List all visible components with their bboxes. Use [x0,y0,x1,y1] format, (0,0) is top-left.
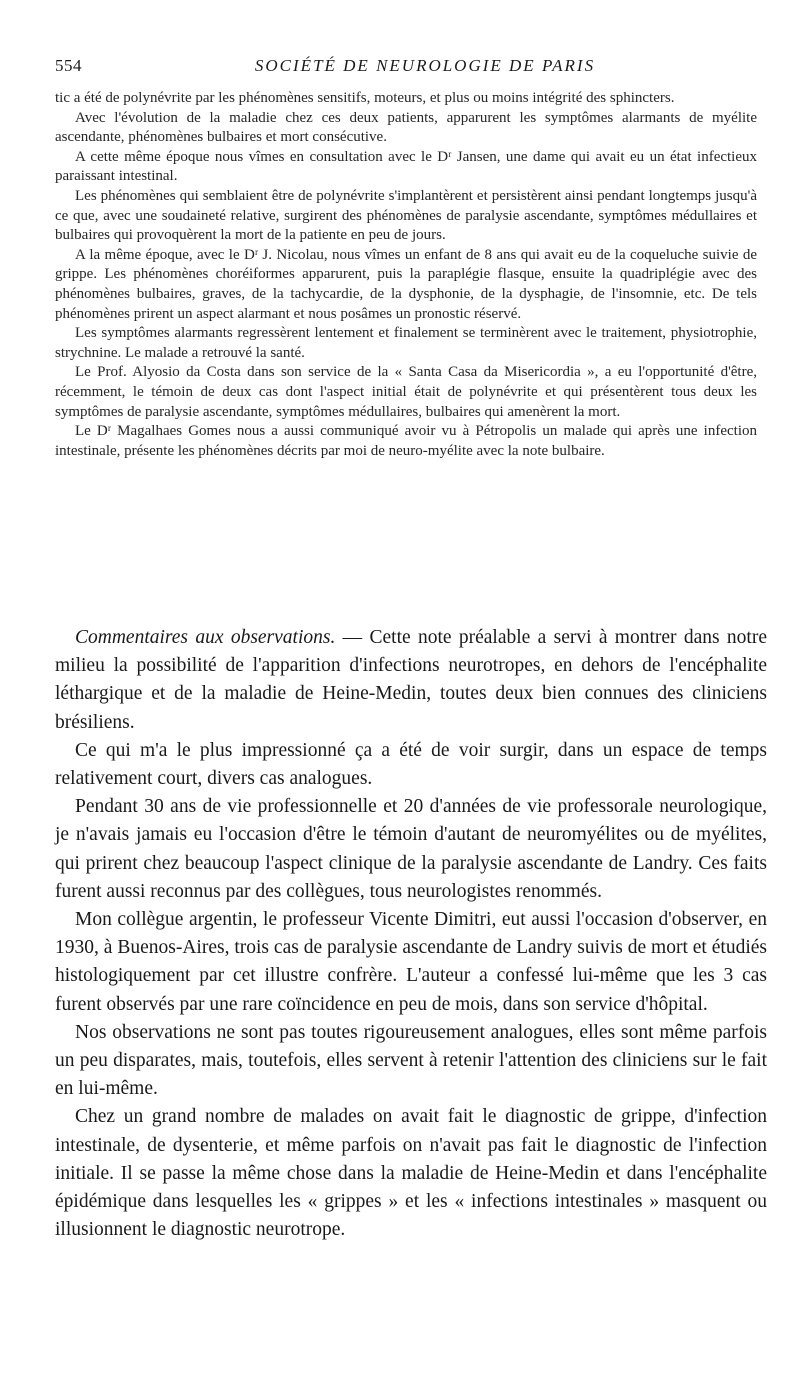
paragraph: Pendant 30 ans de vie professionnelle et 20 d'années de vie professorale neurologique, je n'avais jamais eu l'occasion d'être le témoin d'autant de neuromyélites ou de myélites, qui prirent chez beaucoup l'aspect clinique de la paralysie ascendante de Landry. Ces faits furent aussi reconnus par des collègues, tous neurologistes renommés. [55,796,767,902]
paragraph: tic a été de polynévrite par les phénomènes sensitifs, moteurs, et plus ou moins intégrité des sphincters. [55,90,675,106]
section-heading: Commentaires aux observations. [75,627,336,648]
commentary-text [55,624,767,1244]
paragraph: Les phénomènes qui semblaient être de polynévrite s'implantèrent et persistèrent ainsi pendant longtemps jusqu'à ce que, avec une soudaineté relative, surgirent des phénomènes de paralysie ascendante, symptômes médullaires et bulbaires qui provoquèrent la mort de la patiente en peu de jours. [55,187,757,244]
paragraph: Avec l'évolution de la maladie chez ces deux patients, apparurent les symptômes alarmants de myélite ascendante, phénomènes bulbaires et mort consécutive. [55,109,757,146]
paragraph: Mon collègue argentin, le professeur Vicente Dimitri, eut aussi l'occasion d'observer, en 1930, à Buenos-Aires, trois cas de paralysie ascendante de Landry suivis de mort et étudiés histologiquement par cet illustre confrère. L'auteur a confessé lui-même que les 3 cas furent observés par une rare coïncidence en peu de mois, dans son service d'hôpital. [55,909,767,1015]
commentary-intro: — Cette note préalable a servi à montrer dans notre milieu la possibilité de l'apparition d'infections neurotropes, en dehors de l'encéphalite léthargique et de la maladie de Heine-Medin, toutes deux bien connues des cliniciens brésiliens. [55,627,767,733]
paragraph: A cette même époque nous vîmes en consultation avec le Dʳ Jansen, une dame qui avait eu un état infectieux paraissant intestinal. [55,148,757,185]
running-title: SOCIÉTÉ DE NEUROLOGIE DE PARIS [254,56,596,75]
paragraph: Le Dʳ Magalhaes Gomes nous a aussi communiqué avoir vu à Pétropolis un malade qui après une infection intestinale, présente les phénomènes décrits par moi de neuro-myélite avec la note bulbaire. [55,423,757,459]
page-header [55,56,765,82]
paragraph: Ce qui m'a le plus impressionné ça a été de voir surgir, dans un espace de temps relativement court, divers cas analogues. [55,739,767,790]
paragraph: Chez un grand nombre de malades on avait fait le diagnostic de grippe, d'infection intestinale, de dysenterie, et même parfois on n'avait pas fait le diagnostic de l'infection initiale. Il se passe la même chose dans la maladie de Heine-Medin et dans l'encéphalite épidémique dans lesquelles les « grippes » et les « infections intestinales » masquent ou illusionnent le diagnostic neurotrope. [55,1106,767,1241]
commentary-intro-paragraph [55,624,767,737]
paragraph: Nos observations ne sont pas toutes rigoureusement analogues, elles sont même parfois un peu disparates, mais, toutefois, elles servent à retenir l'attention des cliniciens sur le fait en lui-même. [55,1021,767,1100]
page-number: 554 [55,56,82,75]
paragraph: A la même époque, avec le Dʳ J. Nicolau, nous vîmes un enfant de 8 ans qui avait eu de la coqueluche suivie de grippe. Les phénomènes choréiformes apparurent, puis la paraplégie flasque, ensuite la quadriplégie avec des phénomènes bulbaires, graves, de la tachycardie, de la dysphonie, de la dysphagie, de l'insomnie, etc. De tels phénomènes prirent un aspect alarmant et nous posâmes un pronostic réservé. [55,246,757,322]
paragraph: Les symptômes alarmants regressèrent lentement et finalement se terminèrent avec le traitement, physiotrophie, strychnine. Le malade a retrouvé la santé. [55,325,757,361]
paragraph: Le Prof. Alyosio da Costa dans son service de la « Santa Casa da Misericordia », a eu l'opportunité d'être, récemment, le témoin de deux cas dont l'aspect initial était de polynévrite et qui présentèrent tous deux les symptômes de paralysie ascendante, symptômes médullaires, bulbaires qui amenèrent la mort. [55,364,757,420]
observations-text [55,89,757,461]
